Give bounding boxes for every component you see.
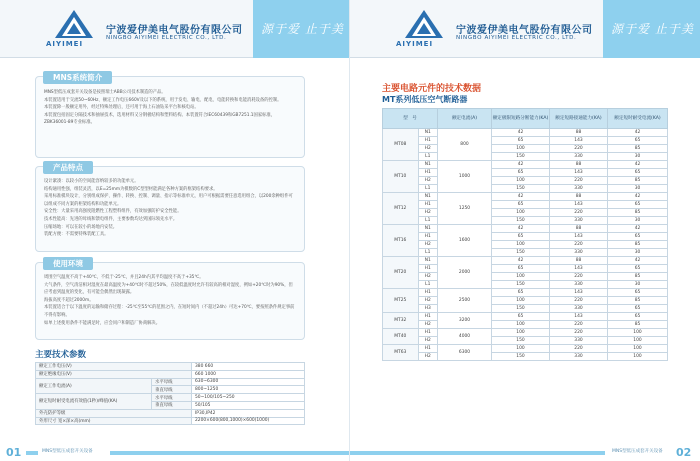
table-row [36, 363, 305, 371]
value-cell: 150 [492, 337, 550, 345]
value-cell: 220 [550, 321, 608, 329]
table-body [383, 129, 668, 361]
table-cell: IP30,IP42 [192, 409, 305, 417]
value-cell: 85 [608, 241, 668, 249]
variant-cell: H1 [418, 169, 437, 177]
table-row [383, 353, 668, 361]
variant-cell: L1 [418, 249, 437, 257]
table-cell: 660 1000 [192, 370, 305, 378]
table-cell: 额定工作电压(V) [36, 363, 192, 371]
company-name-cn: 宁波爱伊美电气股份有限公司 [456, 25, 593, 36]
value-cell: 150 [492, 305, 550, 313]
column-header: 额定电流(A) [438, 109, 492, 129]
value-cell: 30 [608, 153, 668, 161]
table-row [383, 177, 668, 185]
value-cell: 100 [492, 273, 550, 281]
rated-current-cell: 2500 [438, 289, 492, 313]
section-body [44, 178, 296, 239]
variant-cell: N1 [418, 257, 437, 265]
paragraph: 如单上述使用条件不能满足时，应会同户和制造厂协商解决。 [44, 320, 161, 326]
page-title: 主要电路元件的技术数据 [382, 84, 482, 94]
value-cell: 100 [608, 345, 668, 353]
value-cell: 330 [550, 281, 608, 289]
rated-current-cell: 800 [438, 129, 492, 161]
value-cell: 143 [550, 201, 608, 209]
value-cell: 42 [608, 225, 668, 233]
value-cell: 100 [492, 177, 550, 185]
variant-cell: H3 [418, 305, 437, 313]
value-cell: 330 [550, 185, 608, 193]
value-cell: 100 [492, 321, 550, 329]
model-cell: MT25 [383, 289, 419, 313]
company-name-cn: 宁波爱伊美电气股份有限公司 [106, 25, 243, 36]
table-cell: 水平母线 [152, 378, 192, 386]
paragraph: MNS型低压成套开关设备是按照瑞士ABB公司技术制造的产品。 [44, 90, 166, 95]
table-row [383, 185, 668, 193]
value-cell: 85 [608, 321, 668, 329]
value-cell: 85 [608, 297, 668, 305]
variant-cell: L1 [418, 185, 437, 193]
value-cell: 88 [550, 257, 608, 265]
rated-current-cell: 4000 [438, 329, 492, 345]
value-cell: 330 [550, 305, 608, 313]
value-cell: 65 [492, 201, 550, 209]
variant-cell: N1 [418, 225, 437, 233]
value-cell: 220 [550, 273, 608, 281]
value-cell: 42 [492, 129, 550, 137]
table-row [36, 394, 305, 402]
column-header: 额定短时耐受电流(KA) [608, 109, 668, 129]
value-cell: 143 [550, 289, 608, 297]
paragraph: 采用标准模块设计，分别组成保护、操作、转换、控制、调量、指示等标准单元，用户可根据需要任意选用组合，以200余种组件可以组成不同方案的柜架结构和功能单元。 [44, 194, 293, 207]
slogan-banner [603, 0, 700, 58]
table-row [383, 305, 668, 313]
value-cell: 65 [608, 313, 668, 321]
value-cell: 88 [550, 193, 608, 201]
page-number: 01 [6, 446, 22, 459]
paragraph: 设计紧凑：以较小的空间能容纳较多的功能单元。 [44, 179, 139, 184]
variant-cell: H1 [418, 313, 437, 321]
value-cell: 85 [608, 177, 668, 185]
value-cell: 330 [550, 249, 608, 257]
column-header: 额定短路接通能力(KA) [550, 109, 608, 129]
value-cell: 150 [492, 249, 550, 257]
table-cell: 水平母线 [152, 394, 192, 402]
value-cell: 65 [608, 201, 668, 209]
value-cell: 100 [608, 337, 668, 345]
variant-cell: H2 [418, 337, 437, 345]
value-cell: 100 [608, 329, 668, 337]
value-cell: 65 [492, 289, 550, 297]
rated-current-cell: 1000 [438, 161, 492, 193]
footer-bar [26, 451, 38, 455]
paragraph: 本装置除一般额定用外，经过特殊处理后，还可用于海上石油钻采平台和核电站。 [44, 105, 199, 111]
value-cell: 42 [608, 161, 668, 169]
table-row [383, 329, 668, 337]
value-cell: 100 [492, 297, 550, 305]
table-row [383, 281, 668, 289]
value-cell: 65 [492, 265, 550, 273]
variant-cell: N1 [418, 129, 437, 137]
model-cell: MT08 [383, 129, 419, 161]
variant-cell: H1 [418, 137, 437, 145]
table-row [383, 297, 668, 305]
value-cell: 85 [608, 145, 668, 153]
variant-cell: H2 [418, 177, 437, 185]
paragraph: 技术性能高：先进的母线和馈电组件，主要参数均达到国际领先水平。 [44, 216, 178, 222]
model-cell: MT40 [383, 329, 419, 345]
section-features [35, 163, 305, 252]
paragraph: 周围空气温度不高于+40℃，不低于-25℃，并且24h内其平均温度不高于+35℃。 [44, 275, 204, 280]
table-cell: 额定短时耐受电流有效值(1秒)/峰值(KA) [36, 394, 152, 410]
value-cell: 88 [550, 161, 608, 169]
table-row [36, 417, 305, 425]
variant-cell: H2 [418, 297, 437, 305]
table-row [383, 241, 668, 249]
paragraph: 装配方便：不需要特殊装配工具。 [44, 232, 109, 238]
variant-cell: N1 [418, 193, 437, 201]
value-cell: 30 [608, 249, 668, 257]
table-row [383, 233, 668, 241]
table-row [383, 273, 668, 281]
rated-current-cell: 1250 [438, 193, 492, 225]
variant-cell: H1 [418, 329, 437, 337]
logo-text: AIYIMEI [396, 40, 434, 48]
footer-bar [110, 451, 350, 455]
value-cell: 220 [550, 329, 608, 337]
section-body [44, 89, 296, 127]
left-header [0, 0, 350, 58]
value-cell: 65 [492, 233, 550, 241]
value-cell: 220 [550, 177, 608, 185]
value-cell: 42 [492, 225, 550, 233]
variant-cell: L1 [418, 153, 437, 161]
right-footer [350, 445, 700, 461]
value-cell: 42 [492, 257, 550, 265]
variant-cell: H2 [418, 209, 437, 217]
section-environment [35, 259, 305, 340]
table-row [383, 145, 668, 153]
value-cell: 100 [492, 145, 550, 153]
model-cell: MT16 [383, 225, 419, 257]
model-cell: MT20 [383, 257, 419, 289]
variant-cell: H2 [418, 273, 437, 281]
value-cell: 65 [608, 169, 668, 177]
rated-current-cell: 2000 [438, 257, 492, 289]
table-row [383, 345, 668, 353]
value-cell: 100 [492, 209, 550, 217]
value-cell: 65 [608, 137, 668, 145]
column-header: 型 号 [383, 109, 438, 129]
table-row [383, 129, 668, 137]
rated-current-cell: 3200 [438, 313, 492, 329]
footer-note: MNS型低压成套开关设备 [42, 449, 93, 454]
footer-bar [350, 451, 605, 455]
spec-table [35, 362, 305, 425]
value-cell: 88 [550, 129, 608, 137]
paragraph: 大气条件，空气清洁相对湿度在最高温度为+40℃时不超过50%，在较低温度时允许有较高的相对湿度，例如+20℃时为90%，但应考虑到温度的变化，有可能会偶然出现凝露。 [44, 282, 293, 296]
logo-text: AIYIMEI [46, 40, 84, 48]
table-cell: 额定绝缘电压(V) [36, 370, 192, 378]
variant-cell: L1 [418, 281, 437, 289]
value-cell: 30 [608, 281, 668, 289]
value-cell: 65 [608, 289, 668, 297]
value-cell: 100 [608, 353, 668, 361]
rated-current-cell: 1600 [438, 225, 492, 257]
table-cell: 额定工作电流(A) [36, 378, 152, 394]
section-title: MNS系统简介 [43, 71, 112, 84]
table-row [383, 193, 668, 201]
section-title: 产品特点 [43, 161, 93, 174]
paragraph: 本装置适合于以下温度的运输和储存过程：-25℃至55℃的范围之内，在短时间内（不超过24h）可达+70℃，要按照条件规定事前不得有影响。 [44, 305, 295, 318]
value-cell: 150 [492, 281, 550, 289]
table-row [383, 153, 668, 161]
model-cell: MT12 [383, 193, 419, 225]
value-cell: 220 [550, 241, 608, 249]
table-row [383, 337, 668, 345]
value-cell: 85 [608, 273, 668, 281]
value-cell: 150 [492, 353, 550, 361]
value-cell: 65 [492, 137, 550, 145]
value-cell: 65 [492, 313, 550, 321]
triangle-logo-icon [54, 9, 94, 39]
table-cell: 外形尺寸 宽×深×高(mm) [36, 417, 192, 425]
value-cell: 150 [492, 217, 550, 225]
model-cell: MT63 [383, 345, 419, 361]
table-row [383, 217, 668, 225]
rated-current-cell: 6300 [438, 345, 492, 361]
value-cell: 330 [550, 217, 608, 225]
variant-cell: H1 [418, 201, 437, 209]
variant-cell: H1 [418, 265, 437, 273]
value-cell: 65 [608, 305, 668, 313]
table-row [36, 370, 305, 378]
table-cell: 630~6300 [192, 378, 305, 386]
mt-breaker-table [382, 108, 668, 361]
value-cell: 42 [608, 129, 668, 137]
value-cell: 150 [492, 153, 550, 161]
value-cell: 220 [550, 209, 608, 217]
variant-cell: N1 [418, 161, 437, 169]
value-cell: 220 [550, 145, 608, 153]
model-cell: MT10 [383, 161, 419, 193]
table-row [383, 249, 668, 257]
variant-cell: H1 [418, 345, 437, 353]
value-cell: 330 [550, 353, 608, 361]
table-row [383, 313, 668, 321]
value-cell: 330 [550, 153, 608, 161]
model-cell: MT32 [383, 313, 419, 329]
value-cell: 65 [492, 169, 550, 177]
section-title: 使用环境 [43, 257, 93, 270]
value-cell: 220 [550, 345, 608, 353]
table-cell: 2200×600(800,1000)×600(1000) [192, 417, 305, 425]
table-cell: 外壳防护等级 [36, 409, 192, 417]
value-cell: 88 [550, 225, 608, 233]
spec-title: 主要技术参数 [35, 350, 87, 360]
variant-cell: H2 [418, 321, 437, 329]
value-cell: 150 [492, 185, 550, 193]
variant-cell: L1 [418, 217, 437, 225]
right-header [350, 0, 700, 58]
paragraph: 安全性：大量采用高强度阻燃性工程塑料组件，有效加强防护安全性能。 [44, 209, 182, 215]
table-cell: 垂直母线 [152, 401, 192, 409]
table-row [36, 378, 305, 386]
table-cell: 50/105 [192, 401, 305, 409]
variant-cell: H1 [418, 289, 437, 297]
variant-cell: H2 [418, 145, 437, 153]
table-row [383, 201, 668, 209]
value-cell: 100 [492, 241, 550, 249]
page-number: 02 [676, 446, 692, 459]
value-cell: 143 [550, 265, 608, 273]
paragraph: 结构通用性强，组装灵活，以E=25mm为模数的C型型材能满足各种方案的框架结构要求。 [44, 186, 218, 192]
value-cell: 100 [492, 345, 550, 353]
table-cell: 50~100/105~250 [192, 394, 305, 402]
value-cell: 42 [608, 257, 668, 265]
value-cell: 65 [608, 265, 668, 273]
variant-cell: H2 [418, 353, 437, 361]
triangle-logo-icon [404, 9, 444, 39]
slogan-text: 源于爱 止于美 [611, 22, 694, 36]
left-footer [0, 445, 350, 461]
value-cell: 42 [608, 193, 668, 201]
table-cell: 垂直母线 [152, 386, 192, 394]
slogan-banner [253, 0, 350, 58]
right-page [350, 0, 700, 461]
value-cell: 85 [608, 209, 668, 217]
table-row [383, 209, 668, 217]
variant-cell: H2 [418, 241, 437, 249]
value-cell: 65 [608, 233, 668, 241]
column-header: 额定极限短路分断能力(KA) [492, 109, 550, 129]
table-cell: 800~1250 [192, 386, 305, 394]
paragraph: 本装置包括固定分隔技术和抽屉技术，选用材料又分钢板结构和塑料结构。本装置符合IEC60439和GB7251.1国家标准，ZBK36001-89专业标准。 [44, 112, 276, 126]
table-row [383, 225, 668, 233]
value-cell: 330 [550, 337, 608, 345]
table-row [383, 137, 668, 145]
value-cell: 30 [608, 217, 668, 225]
section-body [44, 274, 296, 327]
value-cell: 42 [492, 193, 550, 201]
paragraph: 海拔高度不超过2000m。 [44, 297, 94, 303]
table-row [383, 289, 668, 297]
table-row [36, 409, 305, 417]
table-row [383, 257, 668, 265]
section-mns-intro [35, 73, 305, 158]
table-row [383, 169, 668, 177]
value-cell: 143 [550, 169, 608, 177]
variant-cell: H1 [418, 233, 437, 241]
value-cell: 30 [608, 185, 668, 193]
company-name-en: NINGBO AIYIMEI ELECTRIC CO., LTD. [106, 35, 227, 41]
table-row [383, 161, 668, 169]
company-name-en: NINGBO AIYIMEI ELECTRIC CO., LTD. [456, 35, 577, 41]
value-cell: 143 [550, 137, 608, 145]
value-cell: 143 [550, 313, 608, 321]
slogan-text: 源于爱 止于美 [261, 22, 344, 36]
table-row [383, 265, 668, 273]
value-cell: 42 [492, 161, 550, 169]
table-cell: 380 660 [192, 363, 305, 371]
paragraph: 压缩场地：可以在较小的场地内安装。 [44, 224, 118, 230]
value-cell: 143 [550, 233, 608, 241]
table-row [383, 321, 668, 329]
page-subtitle: MT系列低压空气断路器 [382, 95, 468, 104]
paragraph: 本装置适用于交流50~60Hz、额定工作电压660V及以下的系统，用于发电、输电、配电、电能转换和电能消耗设备的控制。 [44, 97, 282, 103]
value-cell: 100 [492, 329, 550, 337]
value-cell: 220 [550, 297, 608, 305]
table-header-row [383, 109, 668, 129]
footer-note: MNS型低压成套开关设备 [612, 449, 663, 454]
